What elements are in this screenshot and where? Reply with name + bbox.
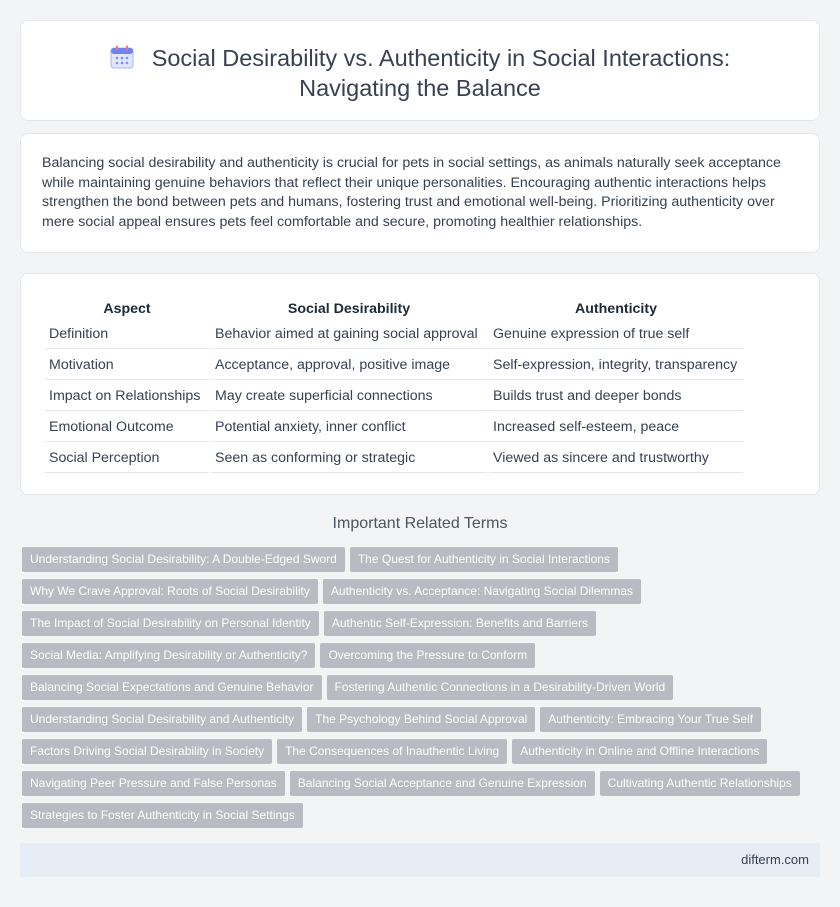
related-term-link[interactable]: Understanding Social Desirability: A Double-Edged Sword	[22, 547, 345, 572]
cell-authenticity: Self-expression, integrity, transparency	[489, 351, 743, 380]
cell-aspect: Social Perception	[45, 444, 209, 473]
table-row	[45, 444, 743, 473]
cell-social-desirability: Behavior aimed at gaining social approval	[211, 320, 487, 349]
header-authenticity: Authenticity	[575, 300, 657, 317]
table-row	[45, 351, 743, 380]
cell-aspect: Definition	[45, 320, 209, 349]
cell-authenticity: Viewed as sincere and trustworthy	[489, 444, 743, 473]
tag-row	[22, 611, 802, 643]
site-name[interactable]: difterm.com	[741, 852, 809, 867]
cell-authenticity: Genuine expression of true self	[489, 320, 743, 349]
related-term-link[interactable]: Authenticity vs. Acceptance: Navigating Social Dilemmas	[323, 579, 641, 604]
comparison-card	[20, 273, 820, 495]
tag-row	[22, 803, 802, 835]
intro-card	[20, 133, 820, 253]
related-term-link[interactable]: The Impact of Social Desirability on Personal Identity	[22, 611, 319, 636]
cell-aspect: Impact on Relationships	[45, 382, 209, 411]
header-social-desirability: Social Desirability	[287, 300, 411, 317]
related-term-link[interactable]: Cultivating Authentic Relationships	[600, 771, 800, 796]
tag-row	[22, 547, 802, 579]
header-aspect: Aspect	[103, 300, 151, 317]
cell-social-desirability: Seen as conforming or strategic	[211, 444, 487, 473]
related-term-link[interactable]: Strategies to Foster Authenticity in Social Settings	[22, 803, 303, 828]
cell-social-desirability: Acceptance, approval, positive image	[211, 351, 487, 380]
page-title	[21, 43, 819, 103]
cell-aspect: Motivation	[45, 351, 209, 380]
related-term-link[interactable]: The Consequences of Inauthentic Living	[277, 739, 507, 764]
related-term-link[interactable]: Fostering Authentic Connections in a Desirability-Driven World	[327, 675, 674, 700]
footer	[20, 843, 820, 877]
related-term-link[interactable]: Factors Driving Social Desirability in Society	[22, 739, 272, 764]
tag-row	[22, 739, 802, 771]
related-term-link[interactable]: Authenticity in Online and Offline Interactions	[512, 739, 767, 764]
table-row	[45, 320, 743, 349]
cell-authenticity: Increased self-esteem, peace	[489, 413, 743, 442]
tag-row	[22, 675, 802, 707]
header-card	[20, 20, 820, 121]
title-line-2: Navigating the Balance	[299, 75, 541, 101]
related-term-link[interactable]: Social Media: Amplifying Desirability or Authenticity?	[22, 643, 315, 668]
related-term-link[interactable]: Authentic Self-Expression: Benefits and Barriers	[324, 611, 596, 636]
table-row	[45, 413, 743, 442]
intro-paragraph: Balancing social desirability and authenticity is crucial for pets in social settings, as animals naturally seek acceptance while maintaining genuine behaviors that reflect their unique personalities. Encouraging authentic interactions helps strengthen the bond between pets and humans, fostering trust and emotional well-being. Prioritizing authenticity over mere social appeal ensures pets feel comfortable and secure, promoting healthier relationships.	[42, 155, 781, 230]
table-header-row	[45, 299, 743, 318]
comparison-table	[43, 297, 745, 475]
cell-social-desirability: May create superficial connections	[211, 382, 487, 411]
related-term-link[interactable]: Why We Crave Approval: Roots of Social Desirability	[22, 579, 318, 604]
related-term-link[interactable]: Overcoming the Pressure to Conform	[320, 643, 535, 668]
related-term-link[interactable]: The Quest for Authenticity in Social Interactions	[350, 547, 618, 572]
related-term-link[interactable]: Balancing Social Acceptance and Genuine Expression	[290, 771, 595, 796]
cell-aspect: Emotional Outcome	[45, 413, 209, 442]
table-row	[45, 382, 743, 411]
tag-row	[22, 579, 802, 611]
related-term-link[interactable]: Balancing Social Expectations and Genuine Behavior	[22, 675, 322, 700]
tag-row	[22, 643, 802, 675]
related-term-link[interactable]: Authenticity: Embracing Your True Self	[540, 707, 761, 732]
related-terms-list	[22, 547, 802, 835]
related-term-link[interactable]: The Psychology Behind Social Approval	[307, 707, 535, 732]
tag-row	[22, 707, 802, 739]
tag-row	[22, 771, 802, 803]
related-term-link[interactable]: Understanding Social Desirability and Authenticity	[22, 707, 302, 732]
related-term-link[interactable]: Navigating Peer Pressure and False Personas	[22, 771, 285, 796]
related-terms-title: Important Related Terms	[332, 515, 508, 532]
cell-social-desirability: Potential anxiety, inner conflict	[211, 413, 487, 442]
cell-authenticity: Builds trust and deeper bonds	[489, 382, 743, 411]
title-line-1: Social Desirability vs. Authenticity in Social Interactions:	[151, 45, 731, 71]
calendar-icon	[110, 45, 134, 69]
